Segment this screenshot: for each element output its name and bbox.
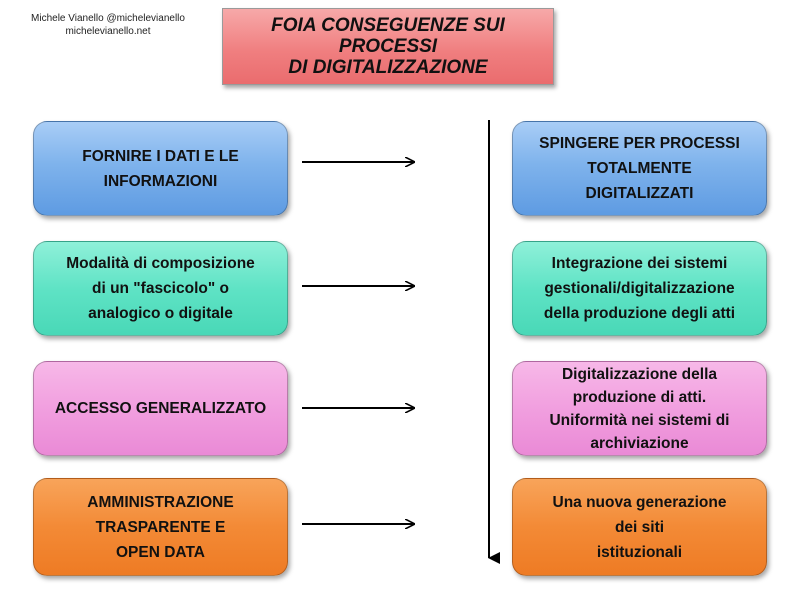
box-text-line: Modalità di composizione: [66, 255, 255, 272]
box-text-line: produzione di atti.: [572, 388, 707, 406]
title-line-1: FOIA CONSEGUENZE SUI: [271, 15, 505, 36]
box-text-line: Digitalizzazione della: [561, 365, 717, 383]
box-text-line: AMMINISTRAZIONE: [87, 493, 234, 511]
box-text-line: SPINGERE PER PROCESSI: [539, 135, 740, 152]
author-handle: Michele Vianello @michelevianello: [31, 13, 185, 24]
box-text-line: dei siti: [614, 518, 665, 536]
box-text-line: archiviazione: [590, 434, 689, 452]
box-text-line: Integrazione dei sistemi: [551, 255, 728, 272]
box-text-line: OPEN DATA: [116, 543, 205, 561]
box-text-line: Una nuova generazione: [552, 493, 727, 511]
box-text-line: ACCESSO GENERALIZZATO: [54, 400, 267, 417]
title-line-3: DI DIGITALIZZAZIONE: [288, 57, 488, 78]
box-text-line: di un "fascicolo" o: [91, 280, 229, 297]
box-text-line: FORNIRE I DATI E LE: [82, 147, 239, 165]
title-line-2: PROCESSI: [338, 36, 438, 57]
box-text-line: DIGITALIZZATI: [585, 185, 694, 202]
box-text-line: TOTALMENTE: [587, 160, 692, 177]
box-text-line: analogico o digitale: [88, 305, 233, 322]
box-text-line: TRASPARENTE E: [95, 518, 226, 536]
box-text-line: della produzione degli atti: [543, 305, 736, 322]
box-text-line: INFORMAZIONI: [103, 172, 218, 190]
author-website: michelevianello.net: [65, 26, 151, 37]
box-text-line: Uniformità nei sistemi di: [549, 411, 730, 429]
box-text-line: gestionali/digitalizzazione: [544, 280, 735, 297]
box-text-line: istituzionali: [596, 543, 683, 561]
